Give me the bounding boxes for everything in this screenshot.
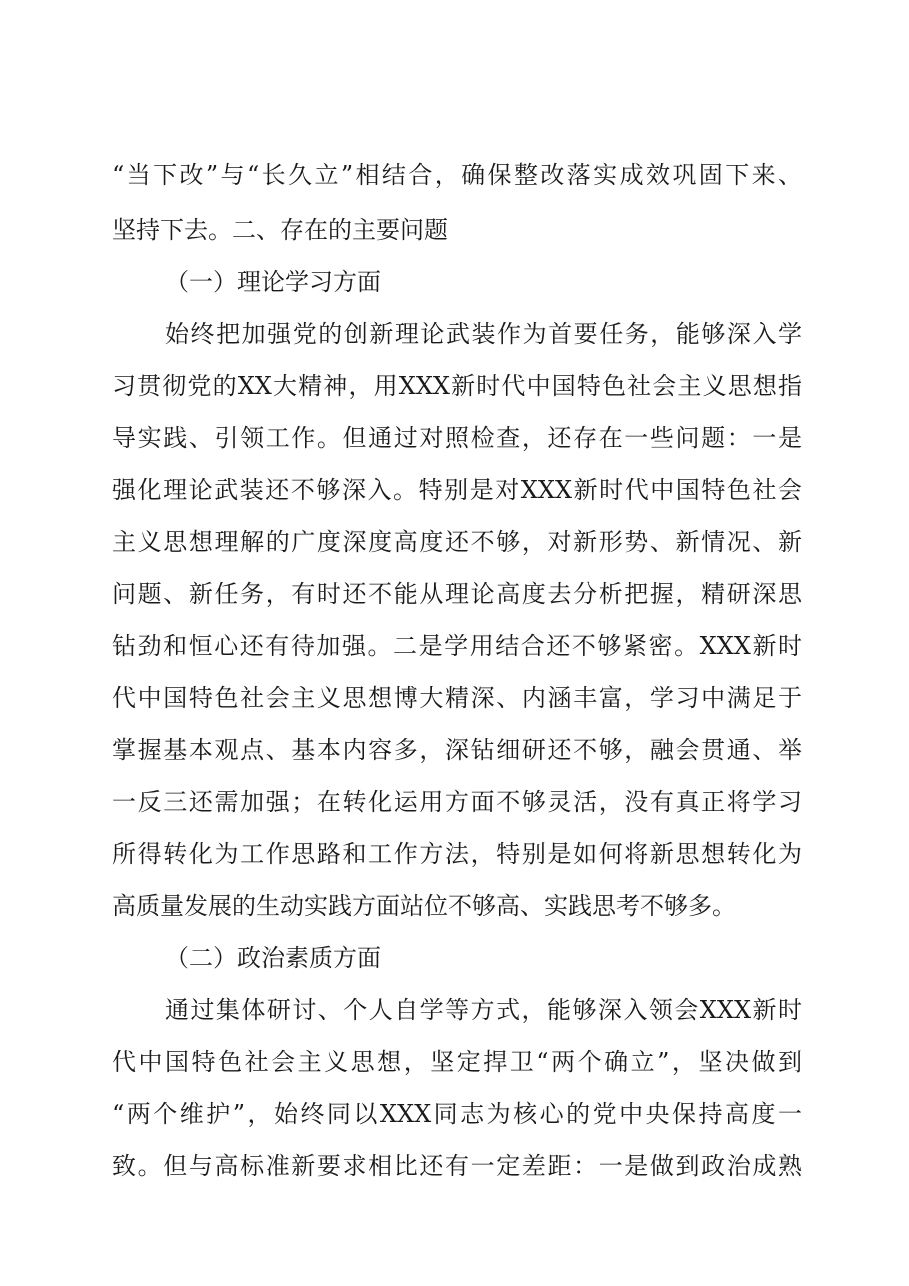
text-line: 强化理论武装还不够深入。特别是对XXX新时代中国特色社会: [112, 476, 802, 504]
text-line: 一反三还需加强；在转化运用方面不够灵活，没有真正将学习: [112, 788, 802, 816]
section-heading: （二）政治素质方面: [165, 944, 381, 972]
text-line: 致。但与高标准新要求相比还有一定差距：一是做到政治成熟: [112, 1152, 802, 1180]
section-heading: （一）理论学习方面: [165, 268, 381, 296]
text-line: 钻劲和恒心还有待加强。二是学用结合还不够紧密。XXX新时: [112, 632, 802, 660]
text-line: 代中国特色社会主义思想博大精深、内涵丰富，学习中满足于: [112, 684, 802, 712]
text-line: 代中国特色社会主义思想，坚定捍卫“两个确立”，坚决做到: [112, 1048, 802, 1076]
text-line: 坚持下去。二、存在的主要问题: [112, 216, 448, 244]
text-line: 所得转化为工作思路和工作方法，特别是如何将新思想转化为: [112, 840, 802, 868]
paragraph-first-line: 通过集体研讨、个人自学等方式，能够深入领会XXX新时: [165, 996, 802, 1024]
text-line: “当下改”与“长久立”相结合，确保整改落实成效巩固下来、: [112, 161, 802, 189]
text-line: 习贯彻党的XX大精神，用XXX新时代中国特色社会主义思想指: [112, 372, 802, 400]
text-line: 导实践、引领工作。但通过对照检查，还存在一些问题：一是: [112, 424, 802, 452]
text-line: 问题、新任务，有时还不能从理论高度去分析把握，精研深思: [112, 580, 802, 608]
text-line: “两个维护”，始终同以XXX同志为核心的党中央保持高度一: [112, 1100, 802, 1128]
text-line: 掌握基本观点、基本内容多，深钻细研还不够，融会贯通、举: [112, 736, 802, 764]
paragraph-first-line: 始终把加强党的创新理论武装作为首要任务，能够深入学: [165, 320, 802, 348]
text-line: 主义思想理解的广度深度高度还不够，对新形势、新情况、新: [112, 528, 802, 556]
text-line: 高质量发展的生动实践方面站位不够高、实践思考不够多。: [112, 892, 736, 920]
